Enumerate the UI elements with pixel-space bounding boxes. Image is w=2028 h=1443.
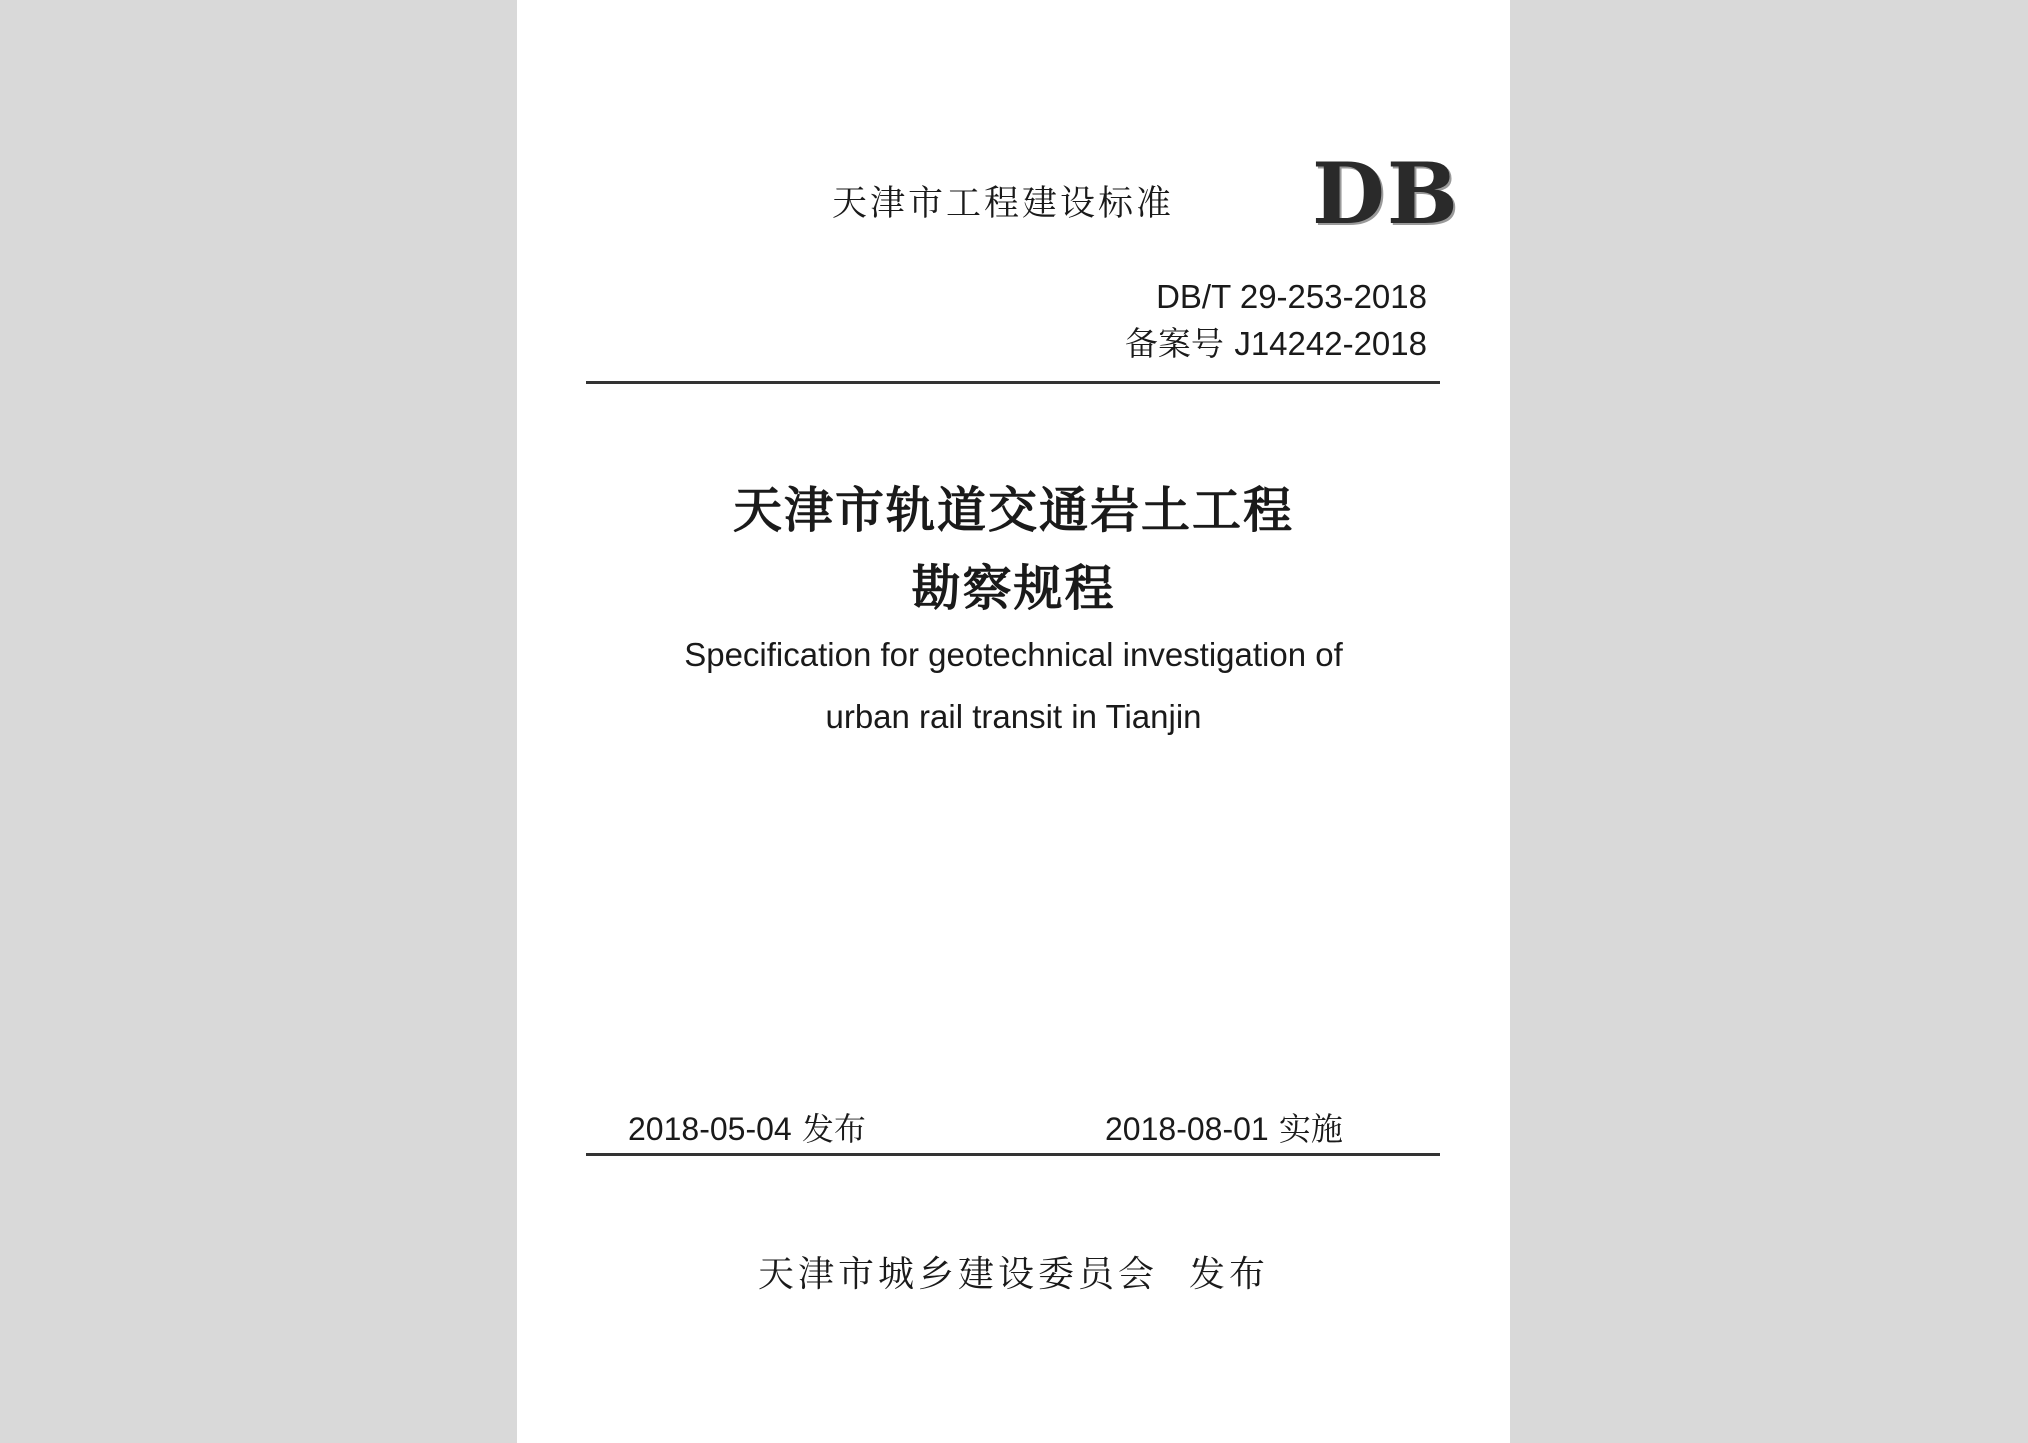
document-cover-page xyxy=(517,0,1510,1443)
record-number-line xyxy=(1125,318,1427,365)
top-divider xyxy=(586,381,1440,384)
standard-number: DB/T 29-253-2018 xyxy=(1156,278,1427,315)
standard-series-label: 天津市工程建设标准 xyxy=(832,184,1175,224)
title-chinese-line-2: 勘察规程 xyxy=(911,560,1116,617)
record-number: J14242-2018 xyxy=(1234,325,1427,362)
issue-label: 发布 xyxy=(801,1110,866,1148)
bottom-divider xyxy=(586,1153,1440,1156)
effective-date: 2018-08-01 xyxy=(1105,1111,1269,1147)
title-english-line-2: urban rail transit in Tianjin xyxy=(825,698,1202,735)
effective-label: 实施 xyxy=(1278,1110,1343,1148)
effective-date-line xyxy=(1105,1104,1343,1150)
publisher-line xyxy=(517,1246,1510,1297)
title-english-line-1: Specification for geotechnical investigation of xyxy=(684,636,1343,673)
publisher-name: 天津市城乡建设委员会 xyxy=(758,1254,1159,1295)
issue-date: 2018-05-04 xyxy=(628,1111,792,1147)
issue-date-line xyxy=(628,1104,866,1150)
publish-label: 发布 xyxy=(1188,1254,1269,1295)
title-chinese-line-1: 天津市轨道交通岩土工程 xyxy=(732,482,1294,539)
db-standard-mark: DB xyxy=(1312,144,1460,243)
record-label: 备案号 xyxy=(1124,324,1224,363)
